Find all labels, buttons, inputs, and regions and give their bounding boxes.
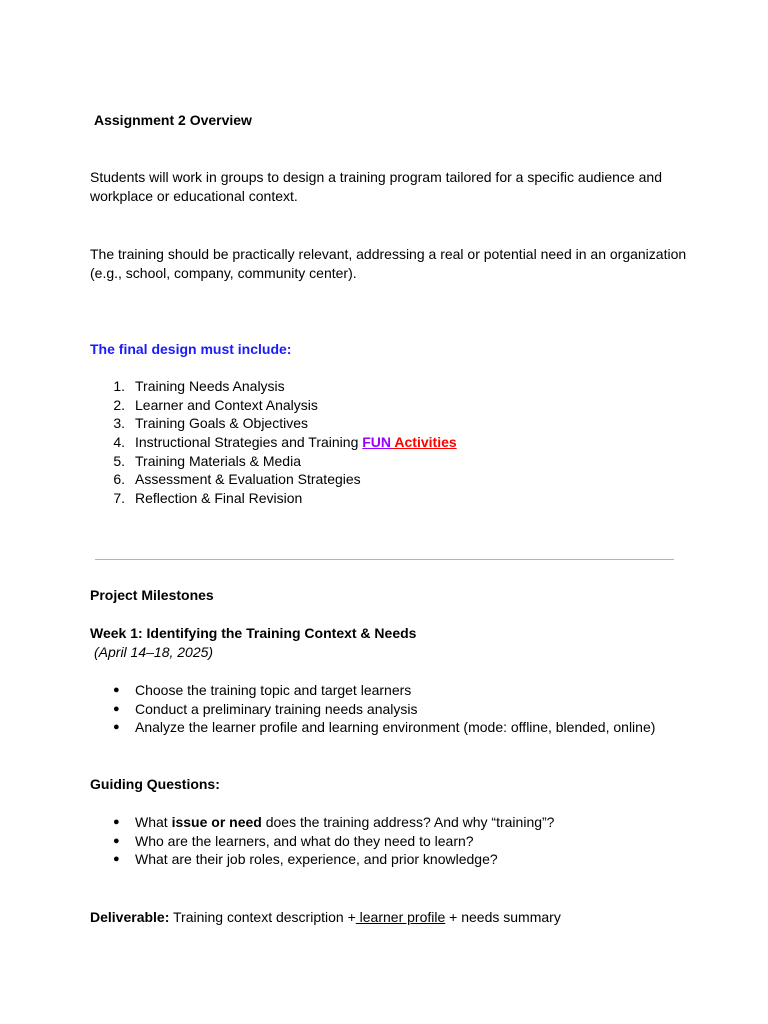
list-number: 7. bbox=[113, 490, 125, 507]
bullet-icon: ● bbox=[113, 702, 120, 715]
list-item-text: Assessment & Evaluation Strategies bbox=[135, 471, 361, 488]
question-emphasis: issue or need bbox=[171, 814, 262, 830]
deliverable-text-post: + needs summary bbox=[445, 909, 561, 925]
deliverable-text-pre: Training context description + bbox=[169, 909, 356, 925]
list-item-text: What are their job roles, experience, and prior knowledge? bbox=[135, 851, 498, 868]
final-design-list bbox=[111, 377, 457, 508]
deliverable-line bbox=[90, 908, 561, 927]
list-item-text: Training Needs Analysis bbox=[135, 378, 285, 394]
final-design-heading: The final design must include: bbox=[90, 341, 292, 357]
list-number: 3. bbox=[113, 415, 125, 432]
activities-word: Activities bbox=[394, 434, 457, 451]
section-divider bbox=[95, 559, 674, 560]
list-number: 4. bbox=[113, 434, 125, 451]
list-item bbox=[111, 377, 457, 396]
guiding-questions-list bbox=[111, 813, 554, 869]
list-item-text: Analyze the learner profile and learning environment (mode: offline, blended, online) bbox=[135, 719, 656, 736]
bullet-icon: ● bbox=[113, 721, 120, 734]
intro-paragraph: Students will work in groups to design a training program tailored for a specific audience and workplace or educational context. bbox=[90, 169, 662, 204]
list-item-text: Training Materials & Media bbox=[135, 452, 301, 469]
list-item bbox=[111, 396, 457, 415]
list-item bbox=[111, 718, 655, 737]
list-item bbox=[111, 850, 554, 869]
list-item bbox=[111, 681, 655, 700]
milestones-heading: Project Milestones bbox=[90, 587, 214, 603]
list-item bbox=[111, 452, 457, 471]
list-item bbox=[111, 470, 457, 489]
week1-dates: (April 14–18, 2025) bbox=[94, 644, 214, 660]
list-number: 1. bbox=[113, 378, 125, 394]
relevance-paragraph: The training should be practically relevant, addressing a real or potential need in an organization (e.g., school, company, community center). bbox=[90, 246, 687, 281]
list-item-text: Training Goals & Objectives bbox=[135, 415, 308, 432]
bullet-icon: ● bbox=[113, 816, 120, 828]
list-number: 5. bbox=[113, 452, 125, 469]
list-number: 6. bbox=[113, 471, 125, 488]
list-item bbox=[111, 700, 655, 719]
list-item bbox=[111, 832, 554, 851]
list-item bbox=[111, 813, 554, 832]
list-item-text: Instructional Strategies and Training bbox=[135, 434, 363, 451]
week1-title: Week 1: Identifying the Training Context & Needs bbox=[90, 625, 417, 641]
list-item-text: Learner and Context Analysis bbox=[135, 396, 318, 413]
list-item bbox=[111, 433, 457, 452]
list-item-text: Reflection & Final Revision bbox=[135, 490, 303, 507]
list-number: 2. bbox=[113, 396, 125, 413]
bullet-icon: ● bbox=[113, 853, 120, 866]
bullet-icon: ● bbox=[113, 834, 120, 847]
list-item-text: Conduct a preliminary training needs analysis bbox=[135, 700, 418, 717]
list-item-text: Choose the training topic and target learners bbox=[135, 682, 412, 698]
document-title: Assignment 2 Overview bbox=[94, 112, 252, 128]
question-text-post: does the training address? And why “training”? bbox=[261, 814, 555, 830]
list-item bbox=[111, 489, 457, 508]
list-item-text: Who are the learners, and what do they need to learn? bbox=[135, 832, 474, 849]
bullet-icon: ● bbox=[113, 684, 120, 696]
guiding-questions-heading: Guiding Questions: bbox=[90, 776, 220, 792]
week1-task-list bbox=[111, 681, 655, 737]
learner-profile-underlined: learner profile bbox=[355, 909, 446, 925]
deliverable-label: Deliverable: bbox=[90, 909, 170, 925]
question-text-pre: What bbox=[135, 814, 172, 830]
list-item bbox=[111, 414, 457, 433]
fun-word: FUN bbox=[362, 434, 392, 451]
